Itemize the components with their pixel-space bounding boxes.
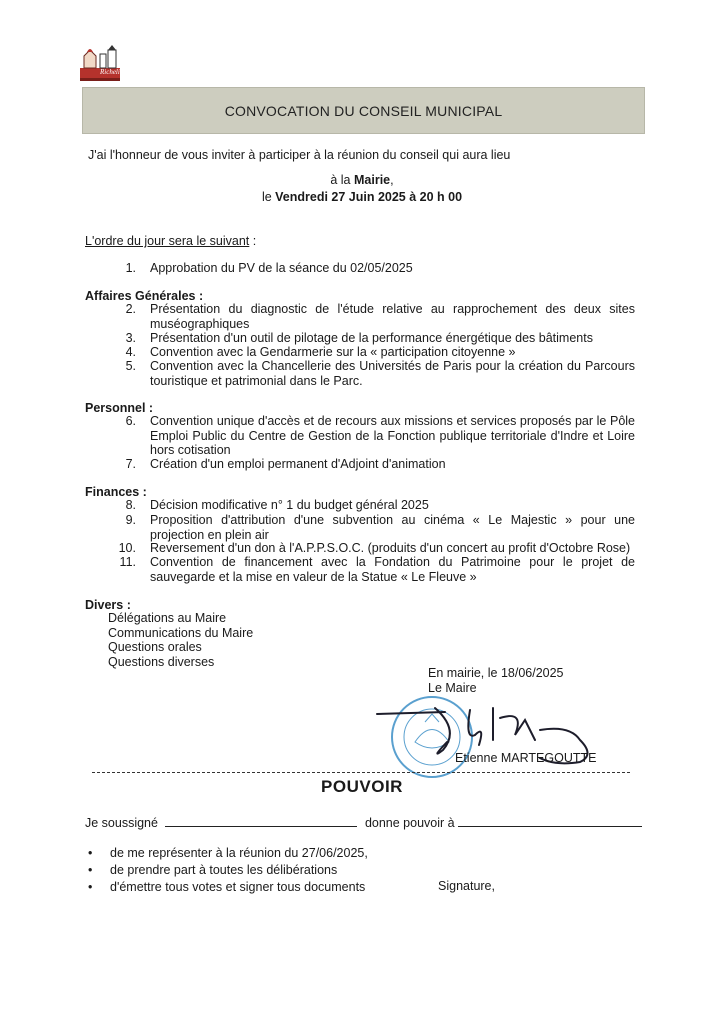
separator-line — [92, 772, 630, 773]
divers-item: Communications du Maire — [108, 625, 254, 640]
pouvoir-signature-label: Signature, — [438, 879, 495, 893]
divers-item: Questions orales — [108, 640, 202, 654]
signature-role: Le Maire — [428, 681, 477, 695]
intro-text: J'ai l'honneur de vous inviter à participer à la réunion du conseil qui aura lieu — [88, 148, 511, 162]
pouvoir-bullet: • de prendre part à toutes les délibérations — [88, 862, 368, 879]
pouvoir-bullet: • de me représenter à la réunion du 27/06/2025, — [88, 845, 368, 862]
meeting-place: à la Mairie, — [330, 173, 394, 187]
pouvoir-title: POUVOIR — [321, 777, 403, 796]
pouvoir-bullet: • d'émettre tous votes et signer tous documents — [88, 879, 368, 896]
divers-item: Questions diverses — [108, 654, 215, 669]
section-personnel: Personnel : — [85, 401, 154, 415]
logo-wordmark: Richelieu — [100, 68, 127, 76]
name-blank-field[interactable] — [165, 814, 357, 827]
town-logo — [78, 44, 122, 82]
meeting-date: le Vendredi 27 Juin 2025 à 20 h 00 — [261, 190, 463, 204]
pouvoir-donne-label: donne pouvoir à — [364, 816, 455, 830]
divers-list — [108, 611, 253, 669]
divers-item: Délégations au Maire — [108, 611, 227, 625]
signatory-name: Etienne MARTEGOUTTE — [455, 751, 597, 765]
document-title: CONVOCATION DU CONSEIL MUNICIPAL — [82, 87, 645, 134]
section-finances: Finances : — [85, 485, 147, 499]
signature-place-date: En mairie, le 18/06/2025 — [428, 666, 564, 680]
pouvoir-bullets — [88, 845, 368, 896]
proxy-blank-field[interactable] — [458, 814, 642, 827]
section-affaires-generales: Affaires Générales : — [85, 289, 204, 303]
pouvoir-je-soussigne-label: Je soussigné — [85, 816, 158, 830]
agenda-heading: L'ordre du jour sera le suivant : — [85, 234, 257, 248]
section-divers: Divers : — [85, 598, 131, 612]
pouvoir-form-line — [85, 814, 642, 830]
